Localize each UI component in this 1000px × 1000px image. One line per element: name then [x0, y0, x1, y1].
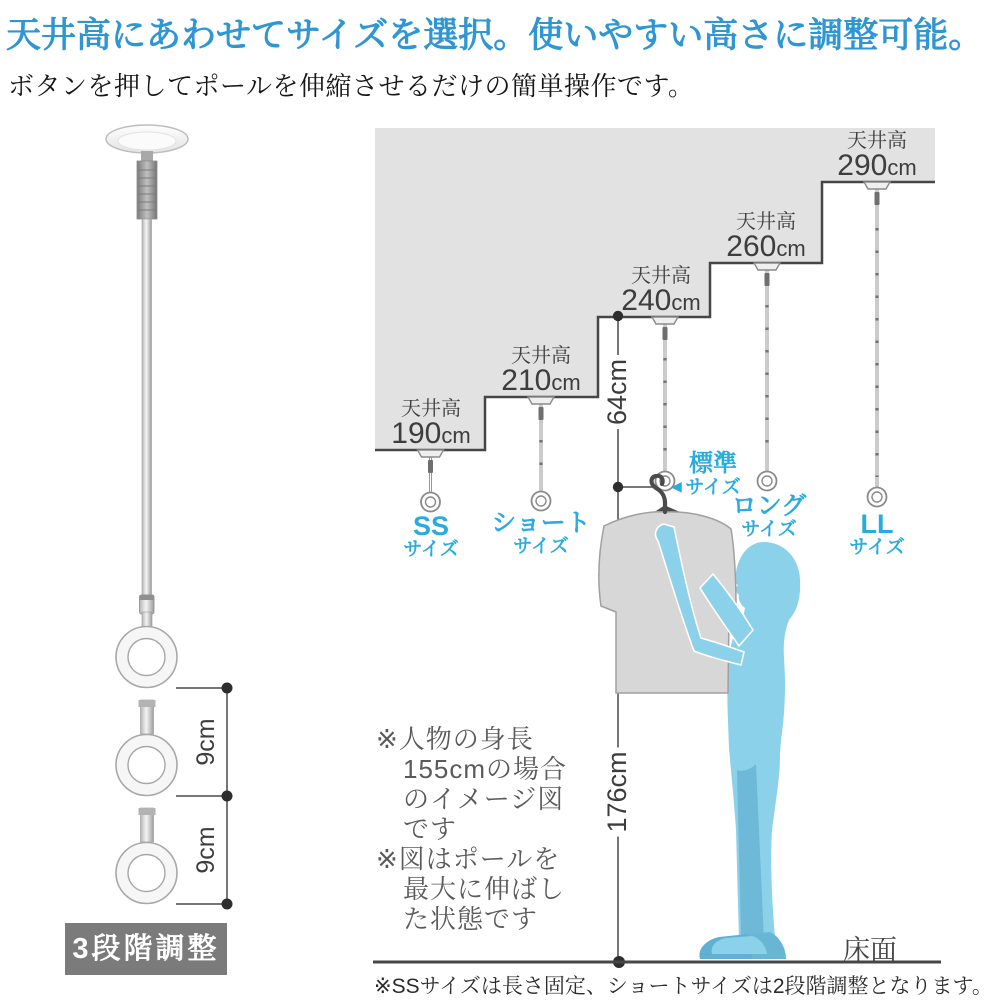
note-line: 最大に伸ばし [403, 874, 566, 904]
dim-64cm-label: 64cm [603, 355, 631, 429]
pointer-left-icon: ◀ [671, 478, 682, 494]
pole-ss [418, 450, 444, 512]
ceiling-label-210: 天井高 210cm [501, 345, 581, 397]
ceiling-label-290: 天井高 290cm [837, 130, 917, 182]
person-body [727, 542, 800, 938]
footnote: ※SSサイズは長さ固定、ショートサイズは2段階調整となります。 [374, 975, 993, 998]
ceiling-label-190: 天井高 190cm [391, 398, 471, 450]
ceiling-label-240: 天井高 240cm [621, 265, 701, 317]
dim-dot [613, 482, 623, 492]
note-line: 155cmの場合 [403, 754, 568, 784]
size-label-ll: LL サイズ [849, 509, 905, 558]
pole-ll [864, 182, 890, 507]
ceiling-label-260: 天井高 260cm [726, 211, 806, 263]
product-ring-3 [116, 843, 177, 904]
size-label-standard: 標準 サイズ ◀ [671, 450, 741, 498]
dim-9cm-label-2: 9cm [193, 822, 219, 877]
diagram-notes [376, 724, 567, 934]
product-ring-2 [116, 735, 177, 796]
product-ring-1 [116, 627, 177, 688]
product-render [106, 125, 233, 910]
note-line: ※図はポールを [376, 844, 561, 874]
dim-9cm-label-1: 9cm [193, 714, 219, 769]
size-label-long: ロング サイズ [731, 492, 807, 540]
adjustment-badge: 3段階調整 [65, 923, 227, 975]
dim-176cm-label: 176cm [603, 747, 631, 836]
size-label-ss: SS サイズ [403, 511, 459, 560]
pole-standard [652, 317, 678, 491]
pole-long [754, 263, 780, 491]
product-pole [142, 219, 152, 595]
page-subtitle: ボタンを押してポールを伸縮させるだけの簡単操作です。 [8, 71, 695, 101]
floor-label: 床面 [843, 935, 897, 965]
size-label-short: ショート サイズ [491, 509, 591, 557]
page-title: 天井高にあわせてサイズを選択。使いやすい高さに調整可能。 [6, 16, 984, 55]
note-line: のイメージ図 [403, 784, 565, 814]
note-line: です [403, 814, 458, 844]
note-line: た状態です [403, 904, 539, 934]
note-line: ※人物の身長 [376, 724, 534, 754]
pole-short [528, 397, 554, 511]
